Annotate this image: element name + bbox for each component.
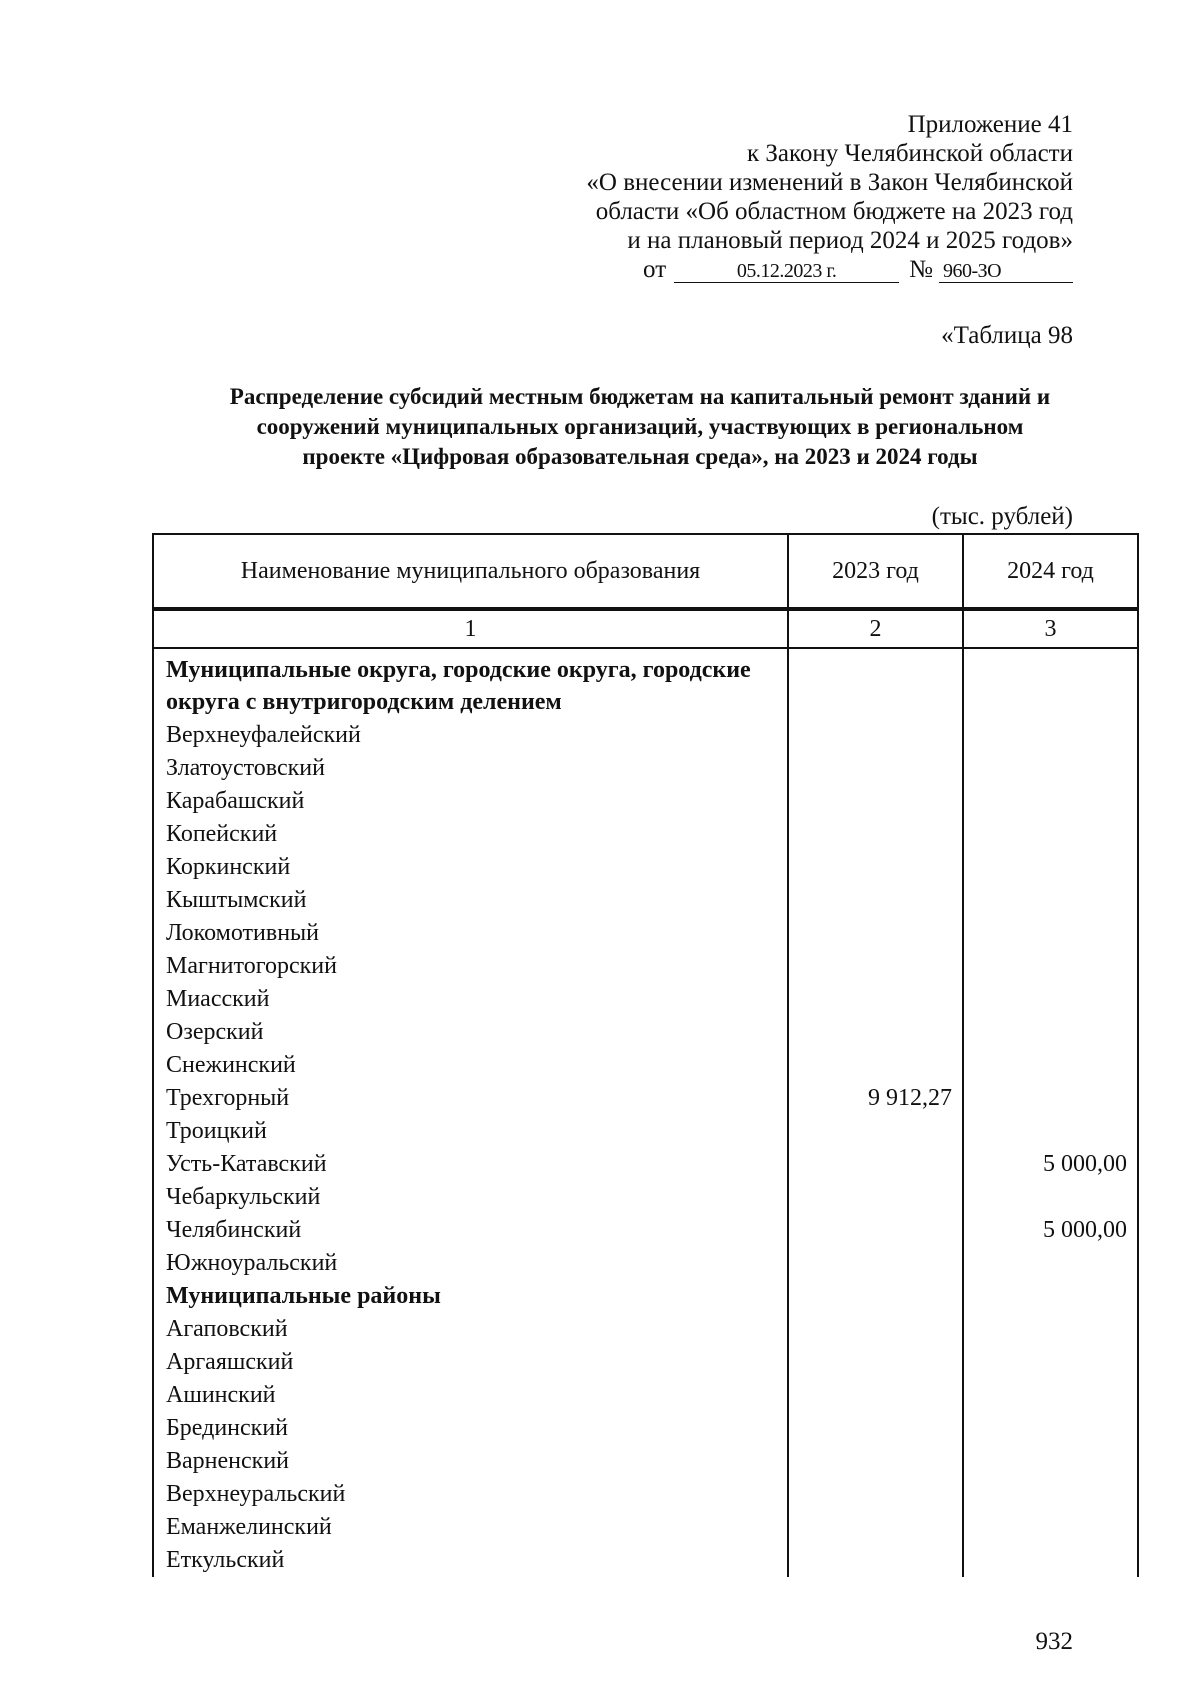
value-2023 bbox=[788, 950, 963, 983]
value-2024: 5 000,00 bbox=[963, 1214, 1138, 1247]
municipality-name: Кыштымский bbox=[153, 884, 788, 917]
value-2024 bbox=[963, 818, 1138, 851]
table-row bbox=[153, 1115, 1138, 1148]
municipality-name: Чебаркульский bbox=[153, 1181, 788, 1214]
value-2024: 5 000,00 bbox=[963, 1148, 1138, 1181]
group-name: Муниципальные округа, городские округа, городские округа с внутригородским делением bbox=[153, 648, 788, 719]
value-2024 bbox=[963, 719, 1138, 752]
table-row bbox=[153, 1511, 1138, 1544]
municipality-name: Озерский bbox=[153, 1016, 788, 1049]
empty-cell bbox=[963, 1280, 1138, 1313]
table-row bbox=[153, 950, 1138, 983]
municipality-name: Аргаяшский bbox=[153, 1346, 788, 1379]
table-row bbox=[153, 917, 1138, 950]
group-name: Муниципальные районы bbox=[153, 1280, 788, 1313]
table-row bbox=[153, 785, 1138, 818]
empty-cell bbox=[788, 648, 963, 719]
table-row bbox=[153, 1148, 1138, 1181]
document-title bbox=[140, 382, 1140, 472]
units-label: (тыс. рублей) bbox=[931, 503, 1073, 530]
law-reference-line: «О внесении изменений в Закон Челябинской bbox=[586, 169, 1073, 196]
column-number-row bbox=[153, 609, 1138, 648]
law-reference-line: к Закону Челябинской области bbox=[747, 140, 1073, 167]
value-2024 bbox=[963, 1181, 1138, 1214]
law-reference-line: области «Об областном бюджете на 2023 год bbox=[595, 198, 1073, 225]
value-2024 bbox=[963, 1247, 1138, 1280]
municipality-name: Снежинский bbox=[153, 1049, 788, 1082]
title-line: сооружений муниципальных организаций, участвующих в региональном bbox=[256, 414, 1024, 439]
value-2023 bbox=[788, 719, 963, 752]
value-2024 bbox=[963, 1412, 1138, 1445]
table-row bbox=[153, 1247, 1138, 1280]
municipality-name: Карабашский bbox=[153, 785, 788, 818]
table-row bbox=[153, 1478, 1138, 1511]
decree-date: 05.12.2023 г. bbox=[674, 260, 899, 283]
table-body bbox=[153, 648, 1138, 1577]
municipality-name: Агаповский bbox=[153, 1313, 788, 1346]
value-2024 bbox=[963, 917, 1138, 950]
value-2023 bbox=[788, 752, 963, 785]
value-2023 bbox=[788, 884, 963, 917]
table-row bbox=[153, 1016, 1138, 1049]
value-2023 bbox=[788, 1445, 963, 1478]
municipality-name: Варненский bbox=[153, 1445, 788, 1478]
column-number: 2 bbox=[788, 609, 963, 648]
value-2024 bbox=[963, 884, 1138, 917]
value-2023 bbox=[788, 1016, 963, 1049]
municipality-name: Еткульский bbox=[153, 1544, 788, 1577]
table-row bbox=[153, 1346, 1138, 1379]
municipality-name: Копейский bbox=[153, 818, 788, 851]
decree-date-number bbox=[513, 255, 1073, 284]
value-2024 bbox=[963, 752, 1138, 785]
group-header-row bbox=[153, 1280, 1138, 1313]
value-2023 bbox=[788, 1049, 963, 1082]
decree-number: 960-ЗО bbox=[939, 260, 1073, 283]
law-reference-line: и на плановый период 2024 и 2025 годов» bbox=[627, 227, 1073, 254]
table-row bbox=[153, 1445, 1138, 1478]
page-number: 932 bbox=[1035, 1628, 1073, 1655]
municipality-name: Верхнеуральский bbox=[153, 1478, 788, 1511]
municipality-name: Челябинский bbox=[153, 1214, 788, 1247]
municipality-name: Троицкий bbox=[153, 1115, 788, 1148]
value-2023 bbox=[788, 1115, 963, 1148]
table-row bbox=[153, 1544, 1138, 1577]
value-2024 bbox=[963, 1379, 1138, 1412]
column-header-2023: 2023 год bbox=[788, 534, 963, 609]
value-2024 bbox=[963, 950, 1138, 983]
column-number: 3 bbox=[963, 609, 1138, 648]
value-2024 bbox=[963, 851, 1138, 884]
municipality-name: Локомотивный bbox=[153, 917, 788, 950]
value-2023 bbox=[788, 1313, 963, 1346]
municipality-name: Златоустовский bbox=[153, 752, 788, 785]
value-2024 bbox=[963, 1346, 1138, 1379]
title-line: проекте «Цифровая образовательная среда», на 2023 и 2024 годы bbox=[302, 444, 978, 469]
table-row bbox=[153, 884, 1138, 917]
appendix-title: Приложение 41 bbox=[907, 111, 1073, 138]
value-2023 bbox=[788, 818, 963, 851]
value-2024 bbox=[963, 1049, 1138, 1082]
value-2024 bbox=[963, 983, 1138, 1016]
appendix-header bbox=[513, 110, 1073, 284]
value-2023 bbox=[788, 917, 963, 950]
table-row bbox=[153, 1313, 1138, 1346]
value-2023 bbox=[788, 1544, 963, 1577]
value-2023 bbox=[788, 1511, 963, 1544]
value-2024 bbox=[963, 1016, 1138, 1049]
table-row bbox=[153, 752, 1138, 785]
table-row bbox=[153, 983, 1138, 1016]
empty-cell bbox=[788, 1280, 963, 1313]
municipality-name: Южноуральский bbox=[153, 1247, 788, 1280]
group-header-row bbox=[153, 648, 1138, 719]
municipality-name: Коркинский bbox=[153, 851, 788, 884]
value-2023 bbox=[788, 785, 963, 818]
value-2024 bbox=[963, 1544, 1138, 1577]
value-2023 bbox=[788, 1346, 963, 1379]
value-2024 bbox=[963, 785, 1138, 818]
subsidy-table bbox=[152, 533, 1139, 1577]
table-caption: «Таблица 98 bbox=[941, 322, 1073, 349]
municipality-name: Трехгорный bbox=[153, 1082, 788, 1115]
municipality-name: Еманжелинский bbox=[153, 1511, 788, 1544]
value-2024 bbox=[963, 1082, 1138, 1115]
value-2024 bbox=[963, 1511, 1138, 1544]
table-header-row bbox=[153, 534, 1138, 609]
value-2023 bbox=[788, 851, 963, 884]
table-row bbox=[153, 1214, 1138, 1247]
municipality-name: Верхнеуфалейский bbox=[153, 719, 788, 752]
municipality-name: Магнитогорский bbox=[153, 950, 788, 983]
value-2023 bbox=[788, 1247, 963, 1280]
table-row bbox=[153, 719, 1138, 752]
value-2023 bbox=[788, 983, 963, 1016]
value-2024 bbox=[963, 1313, 1138, 1346]
table-row bbox=[153, 851, 1138, 884]
date-prefix: от bbox=[643, 256, 667, 283]
column-header-2024: 2024 год bbox=[963, 534, 1138, 609]
value-2023 bbox=[788, 1181, 963, 1214]
municipality-name: Брединский bbox=[153, 1412, 788, 1445]
value-2023 bbox=[788, 1148, 963, 1181]
value-2023 bbox=[788, 1214, 963, 1247]
value-2024 bbox=[963, 1445, 1138, 1478]
value-2023 bbox=[788, 1412, 963, 1445]
column-number: 1 bbox=[153, 609, 788, 648]
table-row bbox=[153, 1049, 1138, 1082]
table-row bbox=[153, 1181, 1138, 1214]
municipality-name: Ашинский bbox=[153, 1379, 788, 1412]
title-line: Распределение субсидий местным бюджетам на капитальный ремонт зданий и bbox=[229, 384, 1051, 409]
table-row bbox=[153, 1412, 1138, 1445]
municipality-name: Миасский bbox=[153, 983, 788, 1016]
value-2024 bbox=[963, 1115, 1138, 1148]
value-2023 bbox=[788, 1478, 963, 1511]
table-row bbox=[153, 1379, 1138, 1412]
table-row bbox=[153, 818, 1138, 851]
column-header-name: Наименование муниципального образования bbox=[153, 534, 788, 609]
municipality-name: Усть-Катавский bbox=[153, 1148, 788, 1181]
value-2023: 9 912,27 bbox=[788, 1082, 963, 1115]
value-2023 bbox=[788, 1379, 963, 1412]
empty-cell bbox=[963, 648, 1138, 719]
table-row bbox=[153, 1082, 1138, 1115]
value-2024 bbox=[963, 1478, 1138, 1511]
number-prefix: № bbox=[909, 256, 933, 283]
